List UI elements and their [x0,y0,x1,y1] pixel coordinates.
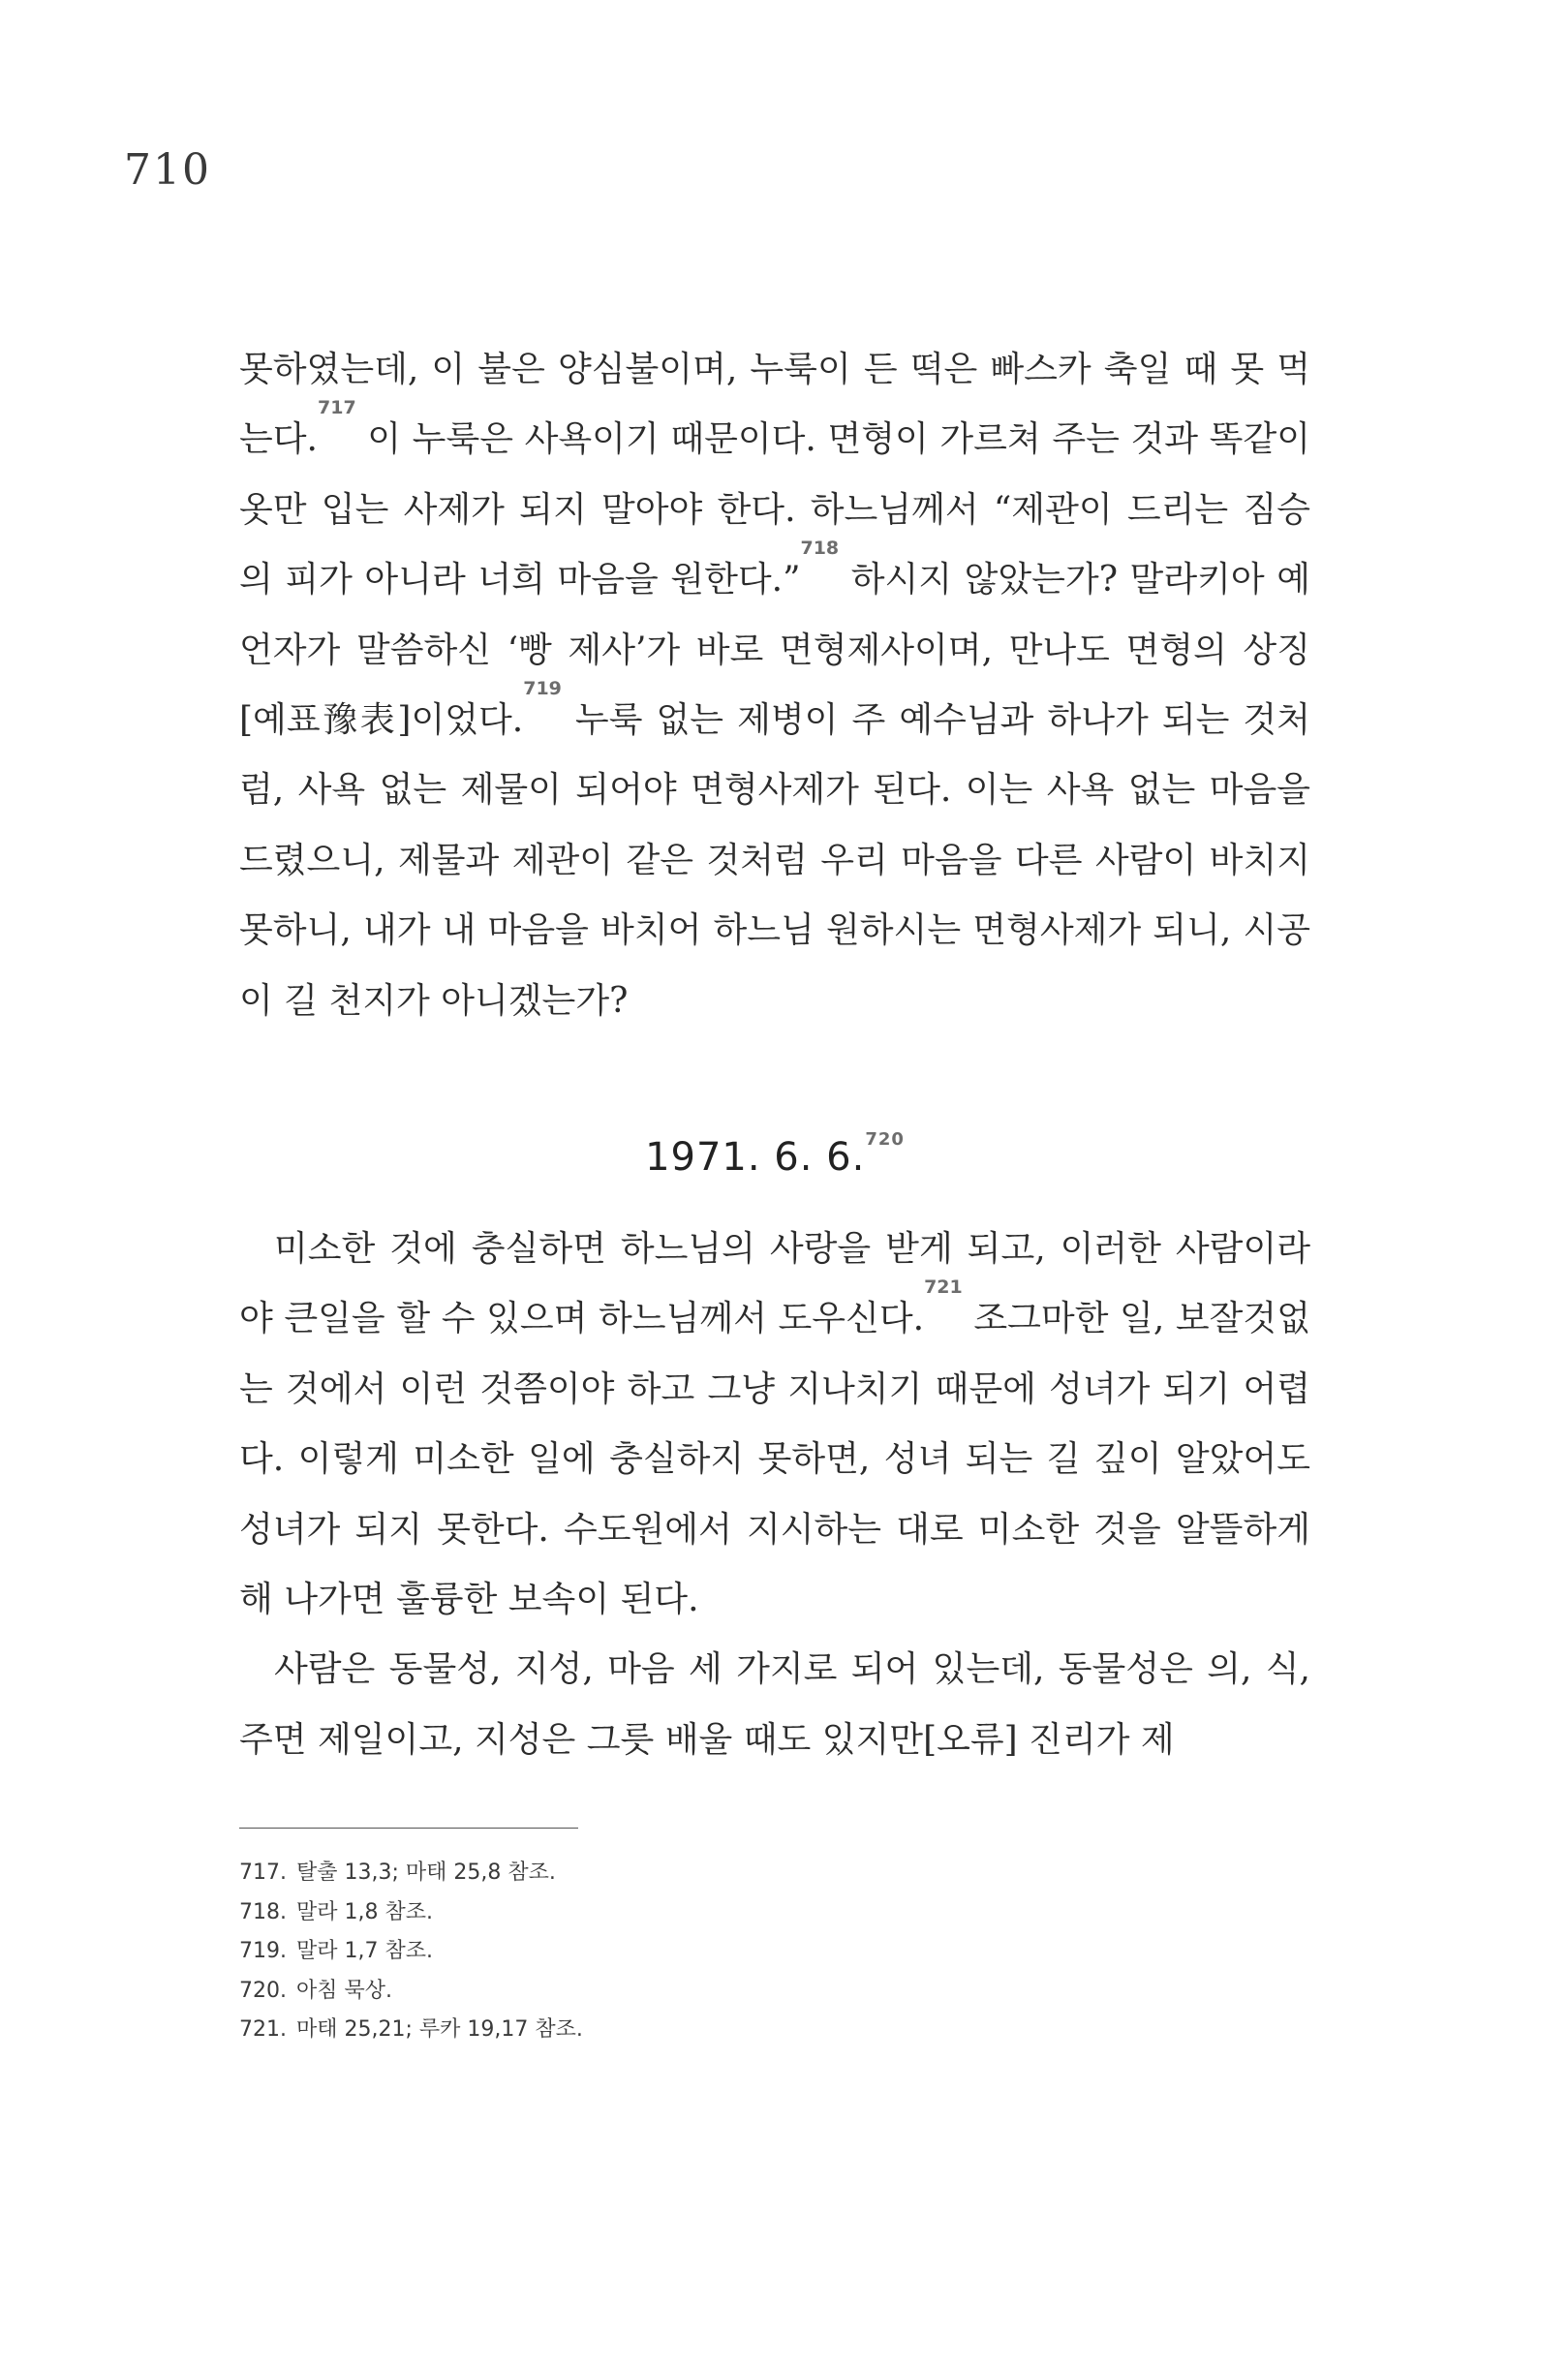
footnote-ref-719[interactable]: 719 [523,678,562,700]
footnote-number: 721. [239,2017,287,2042]
footnote-ref-717[interactable]: 717 [318,397,356,419]
footnote-item [239,1893,583,1933]
footnote-number: 718. [239,1899,287,1924]
text-run: 사람은 동물성, 지성, 마음 세 가지로 되어 있는데, 동물성은 의, 식, 주면 제일이고, 지성은 그릇 배울 때도 있지만[오류] 진리가 제 [239,1649,1310,1760]
footnote-ref-718[interactable]: 718 [800,538,840,560]
footnote-item [239,1854,583,1893]
text-run: 이 누룩은 사욕이기 때문이다. 면형이 가르쳐 주는 것과 똑같이 옷만 입는 사제가 되지 말아야 한다. 하느님께서 “제관이 드리는 짐승의 피가 아니라 너희 마음을 원한다.” [239,419,1310,600]
paragraph [239,1635,1310,1775]
footnote-number: 720. [239,1978,287,2003]
text-run: 하시지 않았는가? 말라키아 예언자가 말씀하신 ‘빵 제사’가 바로 면형제사이며, 만나도 면형의 상징[예표豫表]이었다. [239,560,1310,741]
footnote-text: 말라 1,7 참조. [295,1939,433,1963]
footnote-list [239,1854,583,2050]
footnote-ref-720[interactable]: 720 [865,1129,905,1150]
footnote-item [239,1932,583,1972]
footnote-number: 719. [239,1939,287,1963]
paragraph [239,1215,1310,1635]
text-run: 못하였는데, 이 불은 양심불이며, 누룩이 든 떡은 빠스카 축일 때 못 먹는다. [239,350,1310,460]
footnote-text: 말라 1,8 참조. [295,1899,433,1924]
text-run: 미소한 것에 충실하면 하느님의 사랑을 받게 되고, 이러한 사람이라야 큰일을 할 수 있으며 하느님께서 도우신다. [239,1229,1310,1339]
footnote-divider [239,1828,578,1829]
body-text-top [239,335,1310,1036]
footnote-item [239,2011,583,2050]
text-run: 조그마한 일, 보잘것없는 것에서 이런 것쯤이야 하고 그냥 지나치기 때문에 성녀가 되기 어렵다. 이렇게 미소한 일에 충실하지 못하면, 성녀 되는 길 깊이 알았어도 성녀가 되지 못한다. 수도원에서 지시하는 대로 미소한 것을 알뜰하게 해 나가면 훌륭한 보속이 된다. [239,1299,1310,1620]
section-heading-date [239,1129,1310,1180]
footnote-text: 탈출 13,3; 마태 25,8 참조. [295,1861,556,1885]
text-run: 누룩 없는 제병이 주 예수님과 하나가 되는 것처럼, 사욕 없는 제물이 되어야 면형사제가 된다. 이는 사욕 없는 마음을 드렸으니, 제물과 제관이 같은 것처럼 우리 마음을 다른 사람이 바치지 못하니, 내가 내 마음을 바치어 하느님 원하시는 면형사제가 되니, 시공이 길 천지가 아니겠는가? [239,700,1310,1021]
heading-text: 1971. 6. 6. [645,1135,866,1180]
paragraph-continued [239,335,1310,1036]
footnote-ref-721[interactable]: 721 [924,1276,963,1299]
footnote-number: 717. [239,1861,287,1885]
footnote-text: 마태 25,21; 루카 19,17 참조. [295,2017,583,2042]
body-text-bottom [239,1215,1310,1775]
page-number: 710 [124,145,211,195]
footnote-item [239,1972,583,2012]
footnote-text: 아침 묵상. [295,1978,392,2003]
